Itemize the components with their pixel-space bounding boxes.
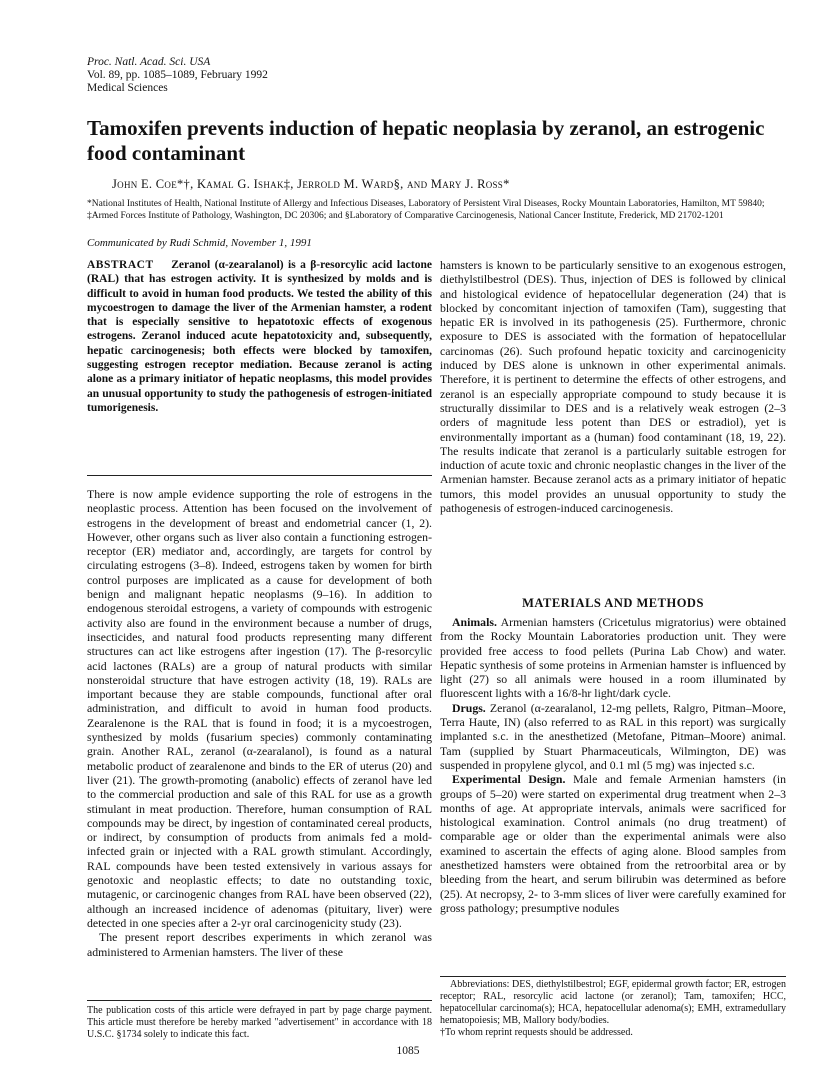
- journal-name: Proc. Natl. Acad. Sci. USA: [87, 56, 211, 68]
- author-list: John E. Coe*†, Kamal G. Ishak‡, Jerrold M. Ward§, and Mary J. Ross*: [112, 177, 510, 191]
- article-title: Tamoxifen prevents induction of hepatic neoplasia by zeranol, an estrogenic food contaminant: [87, 116, 765, 165]
- right-column-intro: [440, 258, 786, 515]
- journal-header: [87, 56, 268, 95]
- drugs-text: Zeranol (α-zearalanol, 12-mg pellets, Ralgro, Pitman–Moore, Terra Haute, IN) (also referred to as RAL in this report) was surgically implanted s.c. in the anesthetized (Metofane, Pitman–Moore) animal. Tam (supplied by Stuart Pharmaceuticals, Wilmington, DE) was suspended in propylene glycol, and 0.1 ml (5 mg) was injected s.c.: [440, 700, 787, 772]
- affiliations: *National Institutes of Health, National Institute of Allergy and Infectious Diseases, Laboratory of Persistent Viral Diseases, Rocky Mountain Laboratories, Hamilton, MT 59840; ‡Armed Forces Institute of Pathology, Washington, DC 20306; and §Laboratory of Comparative Carcinogenesis, National Cancer Institute, Frederick, MD 21702-1201: [87, 199, 765, 221]
- footnote-divider-right: [440, 976, 786, 977]
- animals-label: Animals.: [452, 615, 497, 629]
- journal-volume: Vol. 89, pp. 1085–1089, February 1992: [87, 69, 268, 81]
- design-paragraph: [440, 772, 786, 915]
- animals-paragraph: [440, 615, 786, 701]
- reprint-note: †To whom reprint requests should be addressed.: [440, 1027, 633, 1038]
- design-text: Male and female Armenian hamsters (in groups of 5–20) were started on experimental drug treatment when 2–3 months of age. At appropriate intervals, animals were sacrificed for histological examination. Control animals (no drug treatment) of comparable age or older than the experimental animals were also examined to ascertain the effects of aging alone. Blood samples from anesthetized hamsters were obtained from the retroorbital area or by bleeding from the heart, and serum bilirubin was determined as before (25). At necropsy, 2- to 3-mm slices of liver were carefully examined for gross pathology; presumptive nodules: [440, 772, 786, 915]
- footnote-divider-left: [87, 1000, 432, 1001]
- abstract: [87, 258, 432, 415]
- left-column-body: [87, 487, 432, 959]
- journal-section: Medical Sciences: [87, 82, 168, 94]
- intro-paragraph: There is now ample evidence supporting the role of estrogens in the neoplastic process. Attention has been focused on the involvement of estrogens in the development of breast and endometrial cancer (1, 2). However, other organs such as liver also contain a functioning estrogen-receptor (ER) mediator and, accordingly, are targets for control by circulating estrogens (3–8). Indeed, estrogens taken by women for birth control purposes are implicated as a cause for development of both benign and malignant hepatic neoplasms (9–16). In addition to endogenous steroidal estrogens, a variety of compounds with estrogenic activity also are found in the environment because a number of drugs, insecticides, and natural food products representing many different structures can act like estrogens after ingestion (17). The β-resorcylic acid lactones (RALs) are a group of natural products with similar nonsteroidal structure that have estrogen activity (18, 19). RALs are important because they are stable compounds, functional after oral administration, and difficult to avoid in human food products. Zearalenone is the RAL that is found in food; it is a mycoestrogen, synthesized by molds (fusarium species) commonly contaminating grain. Another RAL, zeranol (α-zearalanol), is found as a natural metabolic product of zearalenone and binds to the ER of uterus (20) and liver (21). The growth-promoting (anabolic) effects of zeranol have led to the commercial production and sale of this RAL for use as a growth stimulant in meat production. Therefore, human consumption of RAL compounds may be direct, by ingestion of contaminated cereal products, or indirect, by consumption of products from animals fed a mold-infected grain or injected with a RAL growth stimulant. Accordingly, RAL compounds have been tested extensively in various assays for genotoxic and neoplastic effects; to date no outstanding toxic, mutagenic, or carcinogenic changes from RAL have been observed (22), although an increased incidence of adenomas (pituitary, liver) were detected in one species after a 2-yr oral carcinogenicity study (23).: [87, 487, 432, 930]
- abbreviations-footnote: [440, 979, 786, 1039]
- abbreviations-text: Abbreviations: DES, diethylstilbestrol; EGF, epidermal growth factor; ER, estrogen receptor; RAL, resorcylic acid lactone (or zeranol); Tam, tamoxifen; HCC, hepatocellular carcinoma(s); HCA, hepatocellular adenoma(s); EMH, extramedullary hematopoiesis; MB, Mallory body/bodies.: [440, 979, 786, 1026]
- page-number: 1085: [396, 1045, 420, 1057]
- publication-cost-footnote: The publication costs of this article were defrayed in part by page charge payment. This article must therefore be hereby marked "advertisement" in accordance with 18 U.S.C. §1734 solely to indicate this fact.: [87, 1005, 432, 1040]
- section-heading-methods: MATERIALS AND METHODS: [522, 596, 704, 610]
- intro-continuation: hamsters is known to be particularly sensitive to an exogenous estrogen, diethylstilbestrol (DES). Thus, injection of DES is followed by clinical and histological evidence of hepatocellular degeneration (24) that is blocked by concomitant injection of tamoxifen (Tam), suggesting that hepatic ER is involved in its pathogenesis (25). Furthermore, chronic exposure to DES is associated with the formation of hepatocellular carcinomas (26). Such profound hepatic toxicity and carcinogenicity induced by DES alone is unknown in other experimental animals. Therefore, it is pertinent to determine the effects of other estrogens, and zeranol is an especially appropriate compound to study because it is structurally dissimilar to DES and is a relatively weak estrogen (2–3 orders of magnitude less potent than DES or estradiol), yet is environmentally important as a (human) food contaminant (18, 19, 22). The results indicate that zeranol is a particularly suitable estrogen for induction of acute toxic and chronic neoplastic changes in the liver of the Armenian hamster. Because zeranol acts as a primary initiator of hepatic tumors, this model provides an unusual opportunity to study the pathogenesis of estrogen-induced carcinogenesis.: [440, 258, 786, 516]
- design-label: Experimental Design.: [452, 772, 566, 787]
- abstract-text: Zeranol (α-zearalanol) is a β-resorcylic acid lactone (RAL) that has estrogen activity. It is synthesized by molds and is difficult to avoid in human food products. We tested the ability of this mycoestrogen to damage the liver of the Armenian hamster, a rodent that is especially sensitive to hepatotoxic effects of exogenous estrogens. Zeranol induced acute hepatotoxicity and, subsequently, hepatic carcinogenesis; both effects were blocked by tamoxifen, suggesting estrogen receptor mediation. Because zeranol is acting alone as a primary initiator of hepatic neoplasms, this model provides an unusual opportunity to study the pathogenesis of estrogen-initiated tumorigenesis.: [87, 259, 432, 414]
- abstract-divider: [87, 475, 432, 476]
- drugs-paragraph: [440, 701, 786, 772]
- methods-body: [440, 615, 786, 915]
- drugs-label: Drugs.: [452, 700, 486, 715]
- report-paragraph: The present report describes experiments in which zeranol was administered to Armenian hamsters. The liver of these: [87, 930, 432, 959]
- abstract-label: ABSTRACT: [87, 259, 154, 271]
- communicated-by: Communicated by Rudi Schmid, November 1, 1991: [87, 237, 312, 249]
- animals-text: Armenian hamsters (Cricetulus migratorius) were obtained from the Rocky Mountain Laboratories production unit. They were provided free access to food pellets (Purina Lab Chow) and water. Hepatic synthesis of some proteins in Armenian hamster is influenced by light (27) so all animals were housed in a room illuminated by fluorescent lights with a 16/8-hr light/dark cycle.: [440, 615, 786, 701]
